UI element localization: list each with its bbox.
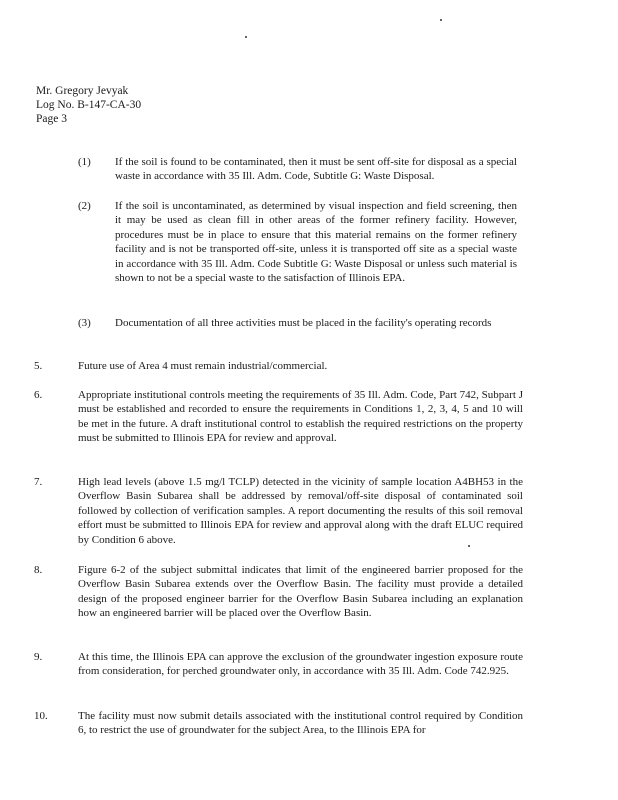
condition-text: Figure 6-2 of the subject submittal indicates that limit of the engineered barrier proposed for the Overflow Basin Subarea extends over the Overflow Basin. The facility must provide a detailed design of the proposed engineer barrier for the Overflow Basin Subarea including an explanation how an engineered barrier will be placed over the Overflow Basin.	[78, 564, 523, 620]
letter-header	[36, 84, 141, 126]
condition-text: High lead levels (above 1.5 mg/l TCLP) detected in the vicinity of sample location A4BH53 in the Overflow Basin Subarea shall be addressed by removal/off-site disposal of contaminated soil followed by collection of verification samples. A report documenting the results of this soil removal effort must be submitted to Illinois EPA for review and approval along with the draft ELUC required by Condition 6 above.	[78, 476, 523, 546]
sub-item-number: (3)	[78, 317, 91, 329]
condition-text: Future use of Area 4 must remain industrial/commercial.	[78, 360, 328, 372]
condition-text: Appropriate institutional controls meeting the requirements of 35 Ill. Adm. Code, Part 742, Subpart J must be established and recorded to ensure the requirements in Conditions 1, 2, 3, 4, 5 and 10 will be met in the future. A draft institutional control to establish the required restrictions on the property must be submitted to Illinois EPA for review and approval.	[78, 389, 523, 445]
condition-number: 10.	[34, 710, 48, 722]
condition-number: 8.	[34, 564, 43, 576]
sub-item-text: Documentation of all three activities must be placed in the facility's operating records	[115, 317, 492, 329]
recipient-name: Mr. Gregory Jevyak	[36, 85, 129, 97]
condition-text: The facility must now submit details associated with the institutional control required by Condition 6, to restrict the use of groundwater for the subject Area, to the Illinois EPA for	[78, 710, 523, 737]
condition-text: At this time, the Illinois EPA can approve the exclusion of the groundwater ingestion exposure route from consideration, for perched groundwater only, in accordance with 35 Ill. Adm. Code 742.925.	[78, 651, 523, 678]
page-number: Page 3	[36, 113, 67, 125]
condition-number: 7.	[34, 476, 43, 488]
scan-speck	[468, 545, 470, 547]
sub-item-number: (2)	[78, 200, 91, 212]
sub-item-text: If the soil is found to be contaminated, then it must be sent off-site for disposal as a special waste in accordance with 35 Ill. Adm. Code, Subtitle G: Waste Disposal.	[115, 156, 517, 183]
sub-item-number: (1)	[78, 156, 91, 168]
sub-item-text: If the soil is uncontaminated, as determined by visual inspection and field screening, then it may be used as clean fill in other areas of the former refinery facility. However, procedures must be in place to ensure that this material remains on the former refinery facility and is not be transported off-site, unless it is transported off site as a special waste in accordance with 35 Ill. Adm. Code Subtitle G: Waste Disposal or unless such material is shown to not be a special waste to the satisfaction of Illinois EPA.	[115, 200, 517, 285]
condition-number: 5.	[34, 360, 43, 372]
log-number: Log No. B-147-CA-30	[36, 99, 142, 111]
condition-number: 9.	[34, 651, 43, 663]
scan-speck	[440, 19, 442, 21]
condition-number: 6.	[34, 389, 43, 401]
scan-speck	[245, 36, 247, 38]
